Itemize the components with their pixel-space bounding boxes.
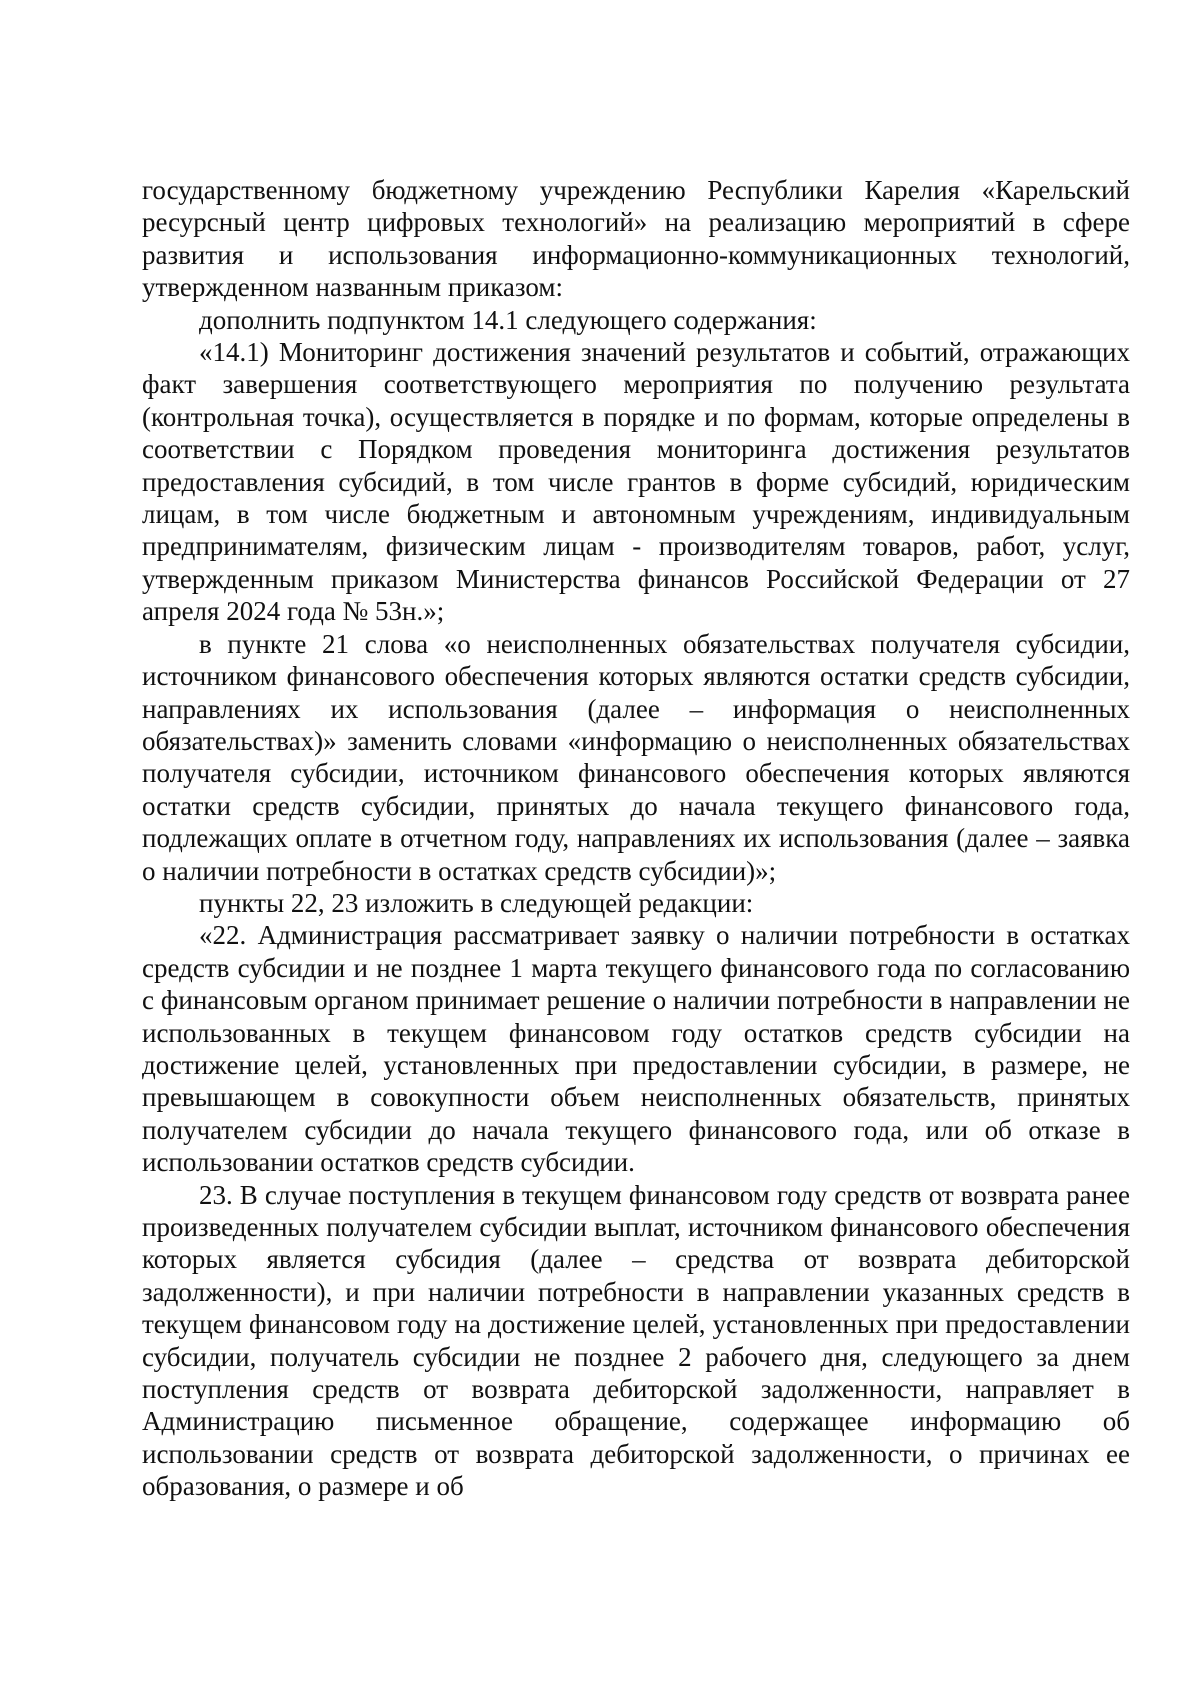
- paragraph-item-23: 23. В случае поступления в текущем финансовом году средств от возврата ранее произведенных получателем субсидии выплат, источником финансового обеспечения которых является субсидия (далее – средства от возврата дебиторской задолженности), и при наличии потребности в направлении указанных средств в текущем финансовом году на достижение целей, установленных при предоставлении субсидии, получатель субсидии не позднее 2 рабочего дня, следующего за днем поступления средств от возврата дебиторской задолженности, направляет в Администрацию письменное обращение, содержащее информацию об использовании средств от возврата дебиторской задолженности, о причинах ее образования, о размере и об: [142, 1179, 1130, 1502]
- document-body: [142, 174, 1130, 1503]
- paragraph-item-21: в пункте 21 слова «о неисполненных обязательствах получателя субсидии, источником финансового обеспечения которых являются остатки средств субсидии, направлениях их использования (далее – информация о неисполненных обязательствах)» заменить словами «информацию о неисполненных обязательствах получателя субсидии, источником финансового обеспечения которых являются остатки средств субсидии, принятых до начала текущего финансового года, подлежащих оплате в отчетном году, направлениях их использования (далее – заявка о наличии потребности в остатках средств субсидии)»;: [142, 628, 1130, 886]
- paragraph-subitem-14-1: «14.1) Мониторинг достижения значений результатов и событий, отражающих факт завершения соответствующего мероприятия по получению результата (контрольная точка), осуществляется в порядке и по формам, которые определены в соответствии с Порядком проведения мониторинга достижения результатов предоставления субсидий, в том числе грантов в форме субсидий, юридическим лицам, в том числе бюджетным и автономным учреждениям, индивидуальным предпринимателям, физическим лицам - производителям товаров, работ, услуг, утвержденным приказом Министерства финансов Российской Федерации от 27 апреля 2024 года № 53н.»;: [142, 337, 1130, 627]
- paragraph-add-subitem: дополнить подпунктом 14.1 следующего содержания:: [199, 304, 817, 335]
- paragraph-intro: государственному бюджетному учреждению Республики Карелия «Карельский ресурсный центр цифровых технологий» на реализацию мероприятий в сфере развития и использования информационно-коммуникационных технологий, утвержденном названным приказом:: [142, 175, 1130, 303]
- paragraph-items-22-23-heading: пункты 22, 23 изложить в следующей редакции:: [199, 887, 754, 918]
- paragraph-item-22: «22. Администрация рассматривает заявку о наличии потребности в остатках средств субсидии и не позднее 1 марта текущего финансового года по согласованию с финансовым органом принимает решение о наличии потребности в направлении не использованных в текущем финансовом году остатков средств субсидии на достижение целей, установленных при предоставлении субсидии, в размере, не превышающем в совокупности объем неисполненных обязательств, принятых получателем субсидии до начала текущего финансового года, или об отказе в использовании остатков средств субсидии.: [142, 920, 1130, 1178]
